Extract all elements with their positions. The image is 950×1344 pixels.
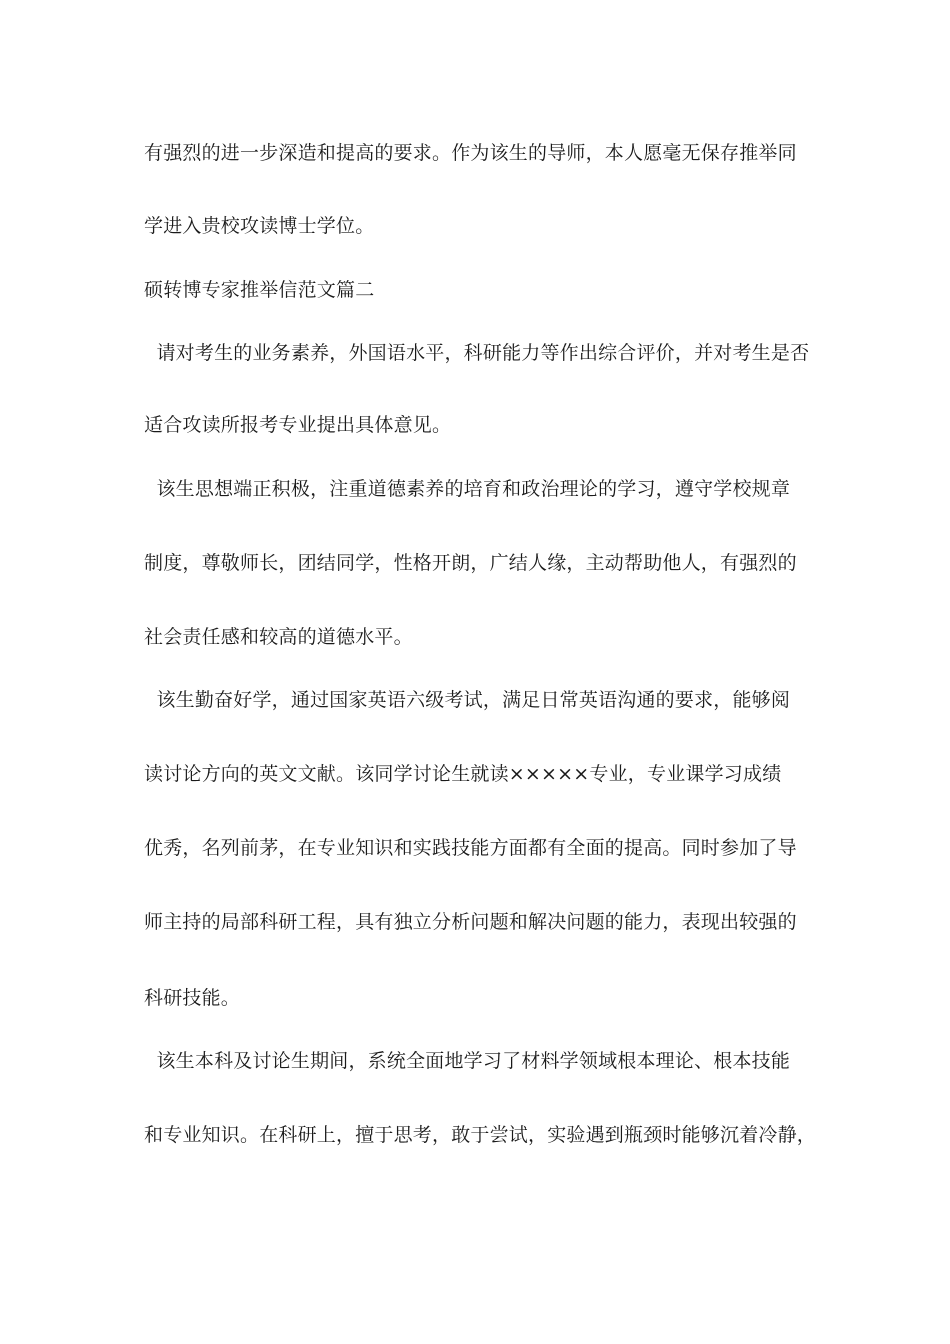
paragraph-line: 科研技能。 — [144, 987, 241, 1009]
paragraph-line: 师主持的局部科研工程，具有独立分析问题和解决问题的能力，表现出较强的 — [144, 911, 797, 933]
paragraph-line: 该生本科及讨论生期间，系统全面地学习了材料学领域根本理论、根本技能 — [144, 1050, 791, 1072]
paragraph-line: 适合攻读所报考专业提出具体意见。 — [144, 414, 452, 436]
paragraph-line: 请对考生的业务素养，外国语水平，科研能力等作出综合评价，并对考生是否 — [144, 342, 810, 364]
paragraph-line: 优秀，名列前茅，在专业知识和实践技能方面都有全面的提高。同时参加了导 — [144, 837, 797, 859]
paragraph-line: 该生思想端正积极，注重道德素养的培育和政治理论的学习，遵守学校规章 — [144, 478, 791, 500]
paragraph-line: 读讨论方向的英文文献。该同学讨论生就读×××××专业，专业课学习成绩 — [144, 763, 782, 785]
paragraph-line: 有强烈的进一步深造和提高的要求。作为该生的导师，本人愿毫无保存推举同 — [144, 142, 797, 164]
paragraph-line: 学进入贵校攻读博士学位。 — [144, 215, 375, 237]
paragraph-line: 和专业知识。在科研上，擅于思考，敢于尝试，实验遇到瓶颈时能够沉着冷静， — [144, 1124, 817, 1146]
paragraph-line: 该生勤奋好学，通过国家英语六级考试，满足日常英语沟通的要求，能够阅 — [144, 689, 791, 711]
paragraph-line: 社会责任感和较高的道德水平。 — [144, 626, 413, 648]
paragraph-line: 制度，尊敬师长，团结同学，性格开朗，广结人缘，主动帮助他人，有强烈的 — [144, 552, 797, 574]
section-heading: 硕转博专家推举信范文篇二 — [144, 279, 375, 301]
